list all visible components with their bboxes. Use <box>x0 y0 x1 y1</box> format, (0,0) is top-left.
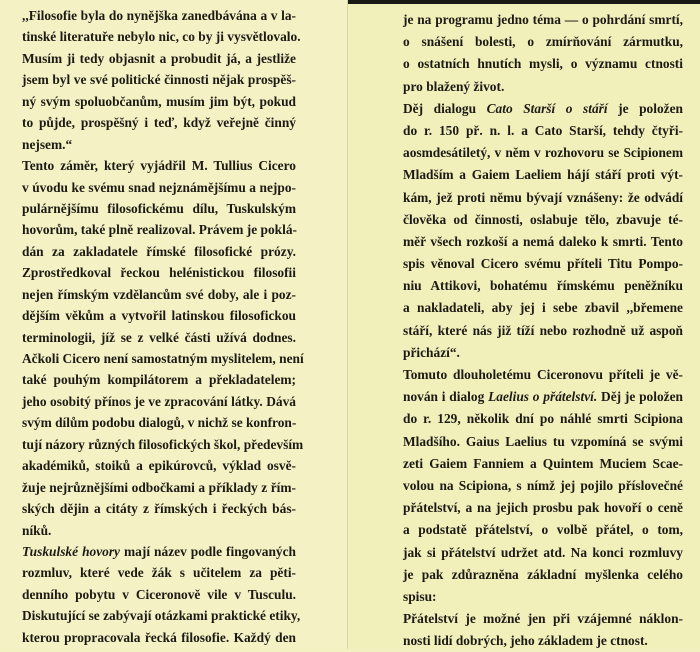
text-line <box>22 26 301 47</box>
text-line <box>403 475 683 497</box>
text-segment: Děj dialogu <box>403 100 487 116</box>
text-segment: a nakladateli, aby jej i sebe zbavil ,,břemene <box>403 300 683 316</box>
text-line <box>22 198 296 219</box>
text-line <box>22 5 296 26</box>
text-segment: přátelství, a na jejich prosbu pak hovoří o ceně <box>403 500 683 516</box>
text-segment: jsem byl ve své politické činnosti nějak prospěš- <box>22 72 296 88</box>
text-line <box>22 455 296 476</box>
text-segment: nejsem.“ <box>22 136 73 152</box>
text-line <box>22 112 296 133</box>
text-segment: do r. 129, několik dní po náhlé smrti Scipiona <box>403 411 683 427</box>
text-line <box>403 386 683 408</box>
text-segment: měř všech rozkoší a nemá daleko k smrti. Tento <box>403 233 683 249</box>
text-line <box>22 262 296 283</box>
text-segment: ských dějin a citáty z římských i řeckých bás- <box>22 501 296 517</box>
text-line <box>22 69 296 90</box>
text-segment: akadémiků, stoiků a epikúrovců, výklad osvě- <box>22 458 296 474</box>
text-line <box>22 541 296 562</box>
text-segment: svým dílům podobu dialogů, v nichž se konfron- <box>22 415 297 431</box>
text-segment: pro blažený život. <box>403 78 505 94</box>
text-line <box>22 155 296 176</box>
text-line <box>403 231 683 253</box>
text-line <box>403 120 683 142</box>
text-segment: Mladšího. Gaius Laelius tu vzpomíná se svými <box>403 433 683 449</box>
text-segment: Ačkoli Cicero není samostatným myslitelem, není <box>22 351 304 366</box>
text-segment: to půjde, prospěšný i teď, když veřejně činný <box>22 115 296 131</box>
text-segment: ný svým spoluobčanům, musím jim být, pokud <box>22 93 296 109</box>
text-segment: níků. <box>22 522 52 538</box>
italic-title: Cato Starší o stáří <box>486 100 608 116</box>
text-line <box>403 320 683 342</box>
text-line <box>22 520 296 541</box>
text-segment: člověka od činnosti, oslabuje tělo, zbavuje té- <box>403 211 683 227</box>
text-segment: spis věnoval Cicero svému příteli Titu Pompo- <box>403 256 683 272</box>
text-line <box>22 348 304 369</box>
text-segment: Musím ji tedy objasnit a probudit já, a jestliže <box>22 50 296 66</box>
text-segment: Diskutující se zabývají otázkami praktické etiky, <box>22 608 301 624</box>
text-line <box>403 431 683 453</box>
text-segment: volou na Scipiona, s nímž jej pojilo příslovečné <box>403 477 683 493</box>
text-segment: dán za zakladatele římské filosofické prózy. <box>22 243 296 259</box>
text-line <box>403 297 683 319</box>
text-segment: dějším věkům a vytvořil latinskou filosofickou <box>22 308 296 324</box>
text-line <box>22 91 296 112</box>
text-segment: ,,Filosofie byla do nynějška zanedbávána a v la- <box>22 8 296 23</box>
text-line <box>22 391 296 412</box>
text-segment: rozmluv, které vede žák s učitelem za pěti- <box>22 565 296 581</box>
text-segment: Zprostředkoval řeckou helénistickou filosofii <box>22 265 296 281</box>
text-line <box>403 76 683 98</box>
text-line <box>22 412 296 433</box>
text-segment: Tento záměr, který vyjádřil M. Tullius Cicero <box>22 158 296 174</box>
text-segment: nosti lidí dobrých, jeho základem je ctnost. <box>403 633 648 649</box>
text-segment: Mladším a Gaiem Laeliem hájí stáří proti výt- <box>403 167 683 183</box>
text-line <box>403 586 683 608</box>
text-segment: Děj je položen <box>597 389 683 405</box>
text-segment: je položen <box>607 100 683 116</box>
text-line <box>403 187 683 209</box>
right-text-column <box>403 9 683 652</box>
text-line <box>22 48 296 69</box>
text-line <box>22 177 296 198</box>
text-line <box>22 134 296 155</box>
text-segment: kterou propracovala řecká filosofie. Každý den <box>22 629 296 645</box>
right-page <box>347 0 700 649</box>
text-line <box>22 434 304 455</box>
text-line <box>22 477 296 498</box>
text-line <box>403 275 683 297</box>
text-line <box>403 342 683 364</box>
text-line <box>22 305 296 326</box>
text-line <box>403 9 683 31</box>
text-line <box>403 497 683 519</box>
text-segment: je na programu jedno téma — o pohrdání smrtí, <box>403 12 683 27</box>
text-line <box>22 369 296 390</box>
text-segment: o snášení bolesti, o zmírňování zármutku, <box>403 34 683 50</box>
text-line <box>403 253 683 275</box>
text-segment: stáří, které nás již tíží nebo rozhodně už aspoň <box>403 322 683 338</box>
text-line <box>22 284 296 305</box>
text-segment: také pouhým kompilátorem a překladatelem; <box>22 372 296 388</box>
text-segment: přichází“. <box>403 344 460 360</box>
left-page <box>0 0 347 649</box>
text-segment: denního pobytu v Ciceronově vile v Tusculu. <box>22 586 296 602</box>
text-segment: v úvodu ke svému snad nejznámějšímu a nejpo- <box>22 179 296 195</box>
text-line <box>22 605 301 626</box>
text-line <box>22 219 296 240</box>
text-segment: spisu: <box>403 588 437 604</box>
italic-title: Tuskulské hovory <box>22 543 120 559</box>
text-line <box>403 608 683 630</box>
text-segment: a podstatě přátelství, o volbě přátel, o tom, <box>403 522 683 538</box>
text-line <box>403 98 683 120</box>
text-line <box>22 241 296 262</box>
text-line <box>403 209 683 231</box>
text-line <box>403 408 683 430</box>
text-line <box>22 627 296 648</box>
text-segment: tují názory různých filosofických škol, především <box>22 436 304 452</box>
text-segment: je pak zdůrazněna základní myšlenka celého <box>403 566 683 582</box>
text-line <box>22 327 296 348</box>
text-line <box>403 142 683 164</box>
text-segment: pulárnějšímu filosofickému dílu, Tuskulským <box>22 200 296 216</box>
scan-edge-shadow <box>348 0 700 4</box>
text-line <box>403 364 683 386</box>
text-segment: mají název podle fingovaných <box>120 543 296 559</box>
text-segment: niu Attikovi, bohatému římskému peněžníku <box>403 278 683 294</box>
text-segment: Tomuto dlouholetému Ciceronovu příteli je vě- <box>403 367 683 382</box>
text-segment: žuje nejrůznějšími odbočkami a příklady z řím- <box>22 479 296 495</box>
text-segment: nován i dialog <box>403 389 489 405</box>
text-segment: terminologii, jíž se z velké části užívá dodnes. <box>22 329 296 345</box>
text-line <box>403 542 683 564</box>
text-segment: kám, jež proti němu bývají vznášeny: že odvádí <box>403 189 683 205</box>
text-line <box>403 164 683 186</box>
text-segment: do r. 150 př. n. l. a Cato Starší, tehdy čtyři- <box>403 122 683 138</box>
italic-title: Laelius o přátelství. <box>488 389 598 405</box>
text-line <box>403 564 683 586</box>
text-segment: hovorům, také plně realizoval. Právem je poklá- <box>22 222 297 238</box>
text-segment: tinské literatuře nebylo nic, co by ji vysvětlovalo. <box>22 29 301 45</box>
text-line <box>22 562 296 583</box>
left-text-column <box>22 5 304 648</box>
text-segment: aosmdesátiletý, v něm v rozhovoru se Scipionem <box>403 145 683 161</box>
text-line <box>22 584 296 605</box>
text-line <box>22 498 296 519</box>
text-segment: o ostatních hnutích mysli, o významu ctnosti <box>403 56 683 72</box>
text-line <box>403 53 683 75</box>
text-segment: jak si přátelství udržet atd. Na konci rozmluvy <box>403 544 683 560</box>
text-segment: jeho osobitý přínos je ve zpracování látky. Dává <box>22 393 296 409</box>
text-line <box>403 519 683 541</box>
text-segment: Přátelství je možné jen při vzájemné náklon- <box>403 611 683 627</box>
text-segment: zeti Gaiem Fanniem a Quintem Muciem Scae- <box>403 455 683 471</box>
text-segment: nejen římským vzdělancům své doby, ale i poz- <box>22 286 296 302</box>
text-line <box>403 31 683 53</box>
text-line <box>403 453 683 475</box>
